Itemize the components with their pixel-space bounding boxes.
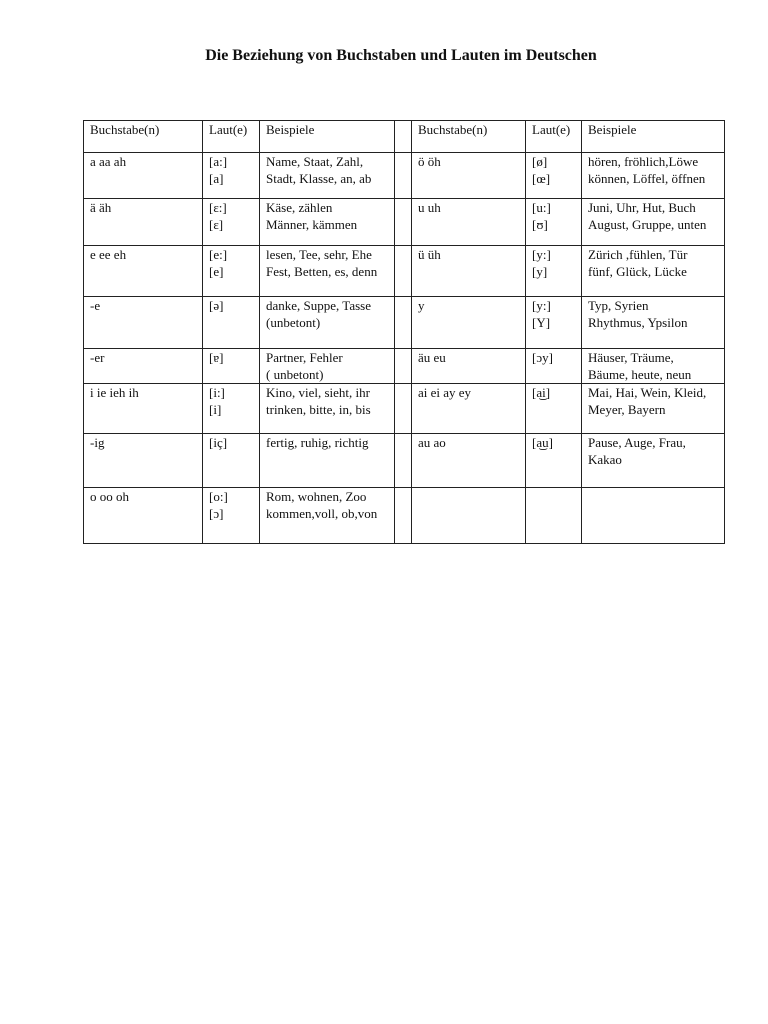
letters-cell: -er <box>84 349 203 384</box>
spacer-cell <box>395 488 412 544</box>
table-row <box>84 349 725 384</box>
table-row <box>84 199 725 246</box>
letters-cell: o oo oh <box>84 488 203 544</box>
examples-cell: Name, Staat, Zahl, Stadt, Klasse, an, ab <box>260 153 395 199</box>
sounds-cell: [a:] [a] <box>203 153 260 199</box>
examples-cell: Zürich ,fühlen, Tür fünf, Glück, Lücke <box>582 246 725 297</box>
sounds-cell: [ɐ] <box>203 349 260 384</box>
spacer-cell <box>395 199 412 246</box>
table-row <box>84 434 725 488</box>
letters-cell <box>412 488 526 544</box>
page-title: Die Beziehung von Buchstaben und Lauten im Deutschen <box>205 47 597 64</box>
letters-cell: ü üh <box>412 246 526 297</box>
examples-cell: Pause, Auge, Frau, Kakao <box>582 434 725 488</box>
examples-cell: Partner, Fehler ( unbetont) <box>260 349 395 384</box>
examples-cell: fertig, ruhig, richtig <box>260 434 395 488</box>
spacer-cell <box>395 246 412 297</box>
spacer-cell <box>395 153 412 199</box>
letters-cell: -ig <box>84 434 203 488</box>
examples-cell: danke, Suppe, Tasse (unbetont) <box>260 297 395 349</box>
examples-cell: Juni, Uhr, Hut, Buch August, Gruppe, unten <box>582 199 725 246</box>
letters-cell: ö öh <box>412 153 526 199</box>
sounds-cell: [i:] [i] <box>203 384 260 434</box>
letters-cell: äu eu <box>412 349 526 384</box>
sounds-cell: [y:] [y] <box>526 246 582 297</box>
examples-cell: hören, fröhlich,Löwe können, Löffel, öffnen <box>582 153 725 199</box>
header-spacer-cell <box>395 121 412 153</box>
spacer-cell <box>395 349 412 384</box>
letters-cell: au ao <box>412 434 526 488</box>
examples-cell <box>582 488 725 544</box>
sounds-cell: [o:] [ɔ] <box>203 488 260 544</box>
letters-cell: ä äh <box>84 199 203 246</box>
table-row <box>84 297 725 349</box>
examples-cell: Käse, zählen Männer, kämmen <box>260 199 395 246</box>
table-header-row <box>84 121 725 153</box>
examples-cell: lesen, Tee, sehr, Ehe Fest, Betten, es, denn <box>260 246 395 297</box>
header-cell: Laut(e) <box>526 121 582 153</box>
sounds-cell: [y:] [Y] <box>526 297 582 349</box>
header-cell: Laut(e) <box>203 121 260 153</box>
spacer-cell <box>395 434 412 488</box>
letters-cell: -e <box>84 297 203 349</box>
sounds-cell <box>526 488 582 544</box>
sounds-cell: [ɔy] <box>526 349 582 384</box>
header-cell: Beispiele <box>260 121 395 153</box>
examples-cell: Typ, Syrien Rhythmus, Ypsilon <box>582 297 725 349</box>
table-row <box>84 384 725 434</box>
letters-cell: a aa ah <box>84 153 203 199</box>
sounds-cell: [u:] [ʊ] <box>526 199 582 246</box>
letter-sound-table <box>83 120 725 544</box>
sounds-cell: [e:] [e] <box>203 246 260 297</box>
sounds-cell: [a͜u] <box>526 434 582 488</box>
sounds-cell: [ø] [œ] <box>526 153 582 199</box>
letters-cell: i ie ieh ih <box>84 384 203 434</box>
sounds-cell: [a͜i] <box>526 384 582 434</box>
letters-cell: u uh <box>412 199 526 246</box>
header-cell: Beispiele <box>582 121 725 153</box>
sounds-cell: [ɛ:] [ɛ] <box>203 199 260 246</box>
header-cell: Buchstabe(n) <box>412 121 526 153</box>
examples-cell: Mai, Hai, Wein, Kleid, Meyer, Bayern <box>582 384 725 434</box>
letters-cell: y <box>412 297 526 349</box>
examples-cell: Kino, viel, sieht, ihr trinken, bitte, in, bis <box>260 384 395 434</box>
table-row <box>84 246 725 297</box>
examples-cell: Häuser, Träume, Bäume, heute, neun <box>582 349 725 384</box>
letters-cell: e ee eh <box>84 246 203 297</box>
sounds-cell: [ə] <box>203 297 260 349</box>
header-cell: Buchstabe(n) <box>84 121 203 153</box>
examples-cell: Rom, wohnen, Zoo kommen,voll, ob,von <box>260 488 395 544</box>
table-row <box>84 153 725 199</box>
spacer-cell <box>395 384 412 434</box>
sounds-cell: [iç] <box>203 434 260 488</box>
table-row <box>84 488 725 544</box>
spacer-cell <box>395 297 412 349</box>
letters-cell: ai ei ay ey <box>412 384 526 434</box>
